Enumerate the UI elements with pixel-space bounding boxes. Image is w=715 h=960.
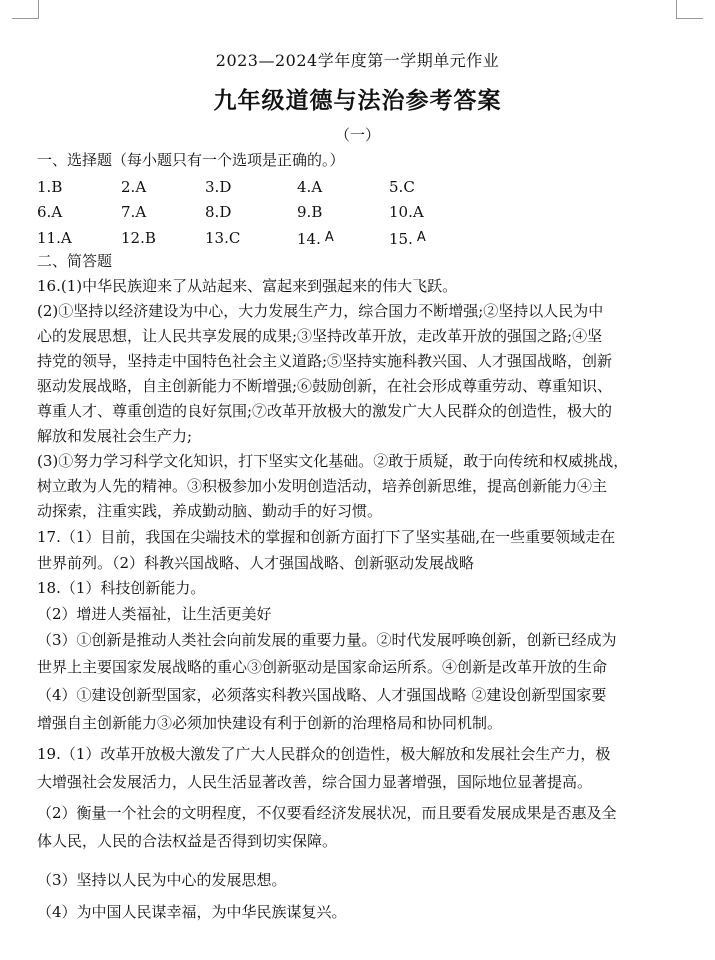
choice-letter: C — [403, 178, 415, 196]
choice-letter: D — [219, 178, 232, 196]
answer-text-line: 世界前列。（2）科教兴国战略、人才强国战略、创新驱动发展战略 — [37, 554, 475, 572]
choice-answer — [121, 228, 156, 248]
answer-text-line: 19.（1）改革开放极大激发了广大人民群众的创造性，极大解放和发展社会生产力，极 — [37, 745, 611, 763]
choice-number: 10. — [389, 203, 413, 221]
answer-text-line: 体人民，人民的合法权益是否得到切实保障。 — [37, 832, 338, 850]
choice-letter: B — [144, 229, 156, 247]
choice-number: 11. — [37, 229, 61, 247]
answer-text-line: （2）衡量一个社会的文明程度，不仅要看经济发展状况，而且要看发展成果是否惠及全 — [37, 804, 617, 822]
choice-answer — [37, 228, 72, 248]
answer-text-line: 大增强社会发展活力，人民生活显著改善，综合国力显著增强，国际地位显著提高。 — [37, 773, 593, 791]
choice-number: 15. — [389, 230, 413, 248]
choice-letter: A — [60, 229, 72, 247]
section-number: （一） — [334, 126, 380, 144]
answer-text-line: （3）①创新是推动人类社会向前发展的重要力量。②时代发展呼唤创新，创新已经成为 — [37, 631, 617, 649]
choice-answer — [297, 228, 334, 249]
choice-letter: A — [51, 203, 63, 221]
choice-answer — [389, 177, 415, 197]
choice-letter: A — [416, 230, 426, 245]
answer-text-line: 动探索，注重实践，养成勤动脑、勤动手的好习惯。 — [37, 502, 383, 520]
answer-text-line: (2)①坚持以经济建设为中心，大力发展生产力，综合国力不断增强;②坚持以人民为中 — [37, 302, 604, 320]
choice-letter: A — [135, 203, 147, 221]
choice-answer — [205, 202, 231, 222]
answer-text-line: 尊重人才、尊重创造的良好氛围;⑦改革开放极大的激发广大人民群众的创造性，极大的 — [37, 402, 613, 420]
choice-number: 8. — [205, 203, 220, 221]
answer-text-line: 驱动发展战略，自主创新能力不断增强;⑥鼓励创新，在社会形成尊重劳动、尊重知识、 — [37, 377, 613, 395]
answer-text-line: （4）①建设创新型国家，必须落实科教兴国战略、人才强国战略 ②建设创新型国家要 — [37, 686, 607, 704]
answer-text-line: 18.（1）科技创新能力。 — [37, 579, 206, 597]
answer-text-line: 持党的领导，坚持走中国特色社会主义道路;⑤坚持实施科教兴国、人才强国战略，创新 — [37, 352, 613, 370]
answer-text-line: 16.(1)中华民族迎来了从站起来、富起来到强起来的伟大飞跃。 — [37, 277, 458, 295]
answer-text-line: 世界上主要国家发展战略的重心③创新驱动是国家命运所系。④创新是改革开放的生命 — [37, 658, 608, 676]
choice-answer — [389, 202, 424, 222]
choice-answer — [297, 177, 322, 197]
part1-heading: 一、选择题（每小题只有一个选项是正确的。） — [37, 151, 345, 169]
part2-heading: 二、简答题 — [37, 252, 113, 270]
choice-number: 1. — [37, 178, 52, 196]
choice-number: 5. — [389, 178, 404, 196]
choice-letter: A — [135, 178, 147, 196]
answer-text-line: 17.（1）目前，我国在尖端技术的掌握和创新方面打下了坚实基础,在一些重要领域走在 — [37, 528, 616, 546]
choice-answer — [297, 202, 322, 222]
choice-number: 6. — [37, 203, 52, 221]
main-title: 九年级道德与法治参考答案 — [213, 87, 502, 114]
choice-number: 3. — [205, 178, 220, 196]
choice-number: 4. — [297, 178, 312, 196]
choice-answer — [205, 228, 240, 248]
choice-number: 9. — [297, 203, 312, 221]
choice-letter: A — [412, 203, 424, 221]
choice-letter: A — [311, 178, 323, 196]
answer-text-line: (3)①努力学习科学文化知识，打下坚实文化基础。②敢于质疑，敢于向传统和权威挑战， — [37, 452, 629, 470]
choice-answer — [205, 177, 231, 197]
choice-letter: B — [51, 178, 63, 196]
choice-number: 13. — [205, 229, 229, 247]
choice-answer — [121, 177, 146, 197]
choice-letter: D — [219, 203, 232, 221]
page-corner-mark-right — [676, 0, 703, 19]
choice-letter: C — [228, 229, 241, 247]
answer-text-line: （2）增进人类福祉，让生活更美好 — [37, 605, 272, 623]
choice-letter: B — [311, 203, 323, 221]
choice-answer — [37, 177, 62, 197]
choice-answer — [37, 202, 62, 222]
answer-text-line: 心的发展思想，让人民共享发展的成果;③坚持改革开放，走改革开放的强国之路;④坚 — [37, 327, 603, 345]
answer-text-line: （3）坚持以人民为中心的发展思想。 — [37, 871, 287, 889]
answer-text-line: 树立敢为人先的精神。③积极参加小发明创造活动，培养创新思维，提高创新能力④主 — [37, 477, 608, 495]
year-title: 2023—2024学年度第一学期单元作业 — [215, 51, 500, 70]
choice-answer — [389, 228, 426, 249]
answer-text-line: 增强自主创新能力③必须加快建设有利于创新的治理格局和协同机制。 — [37, 714, 503, 732]
choice-number: 7. — [121, 203, 136, 221]
choice-number: 14. — [297, 230, 321, 248]
choice-answer — [121, 202, 146, 222]
choice-number: 12. — [121, 229, 145, 247]
choice-letter: A — [324, 230, 334, 245]
choice-number: 2. — [121, 178, 136, 196]
answer-text-line: 解放和发展社会生产力; — [37, 427, 193, 445]
page-corner-mark-left — [12, 0, 39, 19]
answer-text-line: （4）为中国人民谋幸福，为中华民族谋复兴。 — [37, 903, 347, 921]
